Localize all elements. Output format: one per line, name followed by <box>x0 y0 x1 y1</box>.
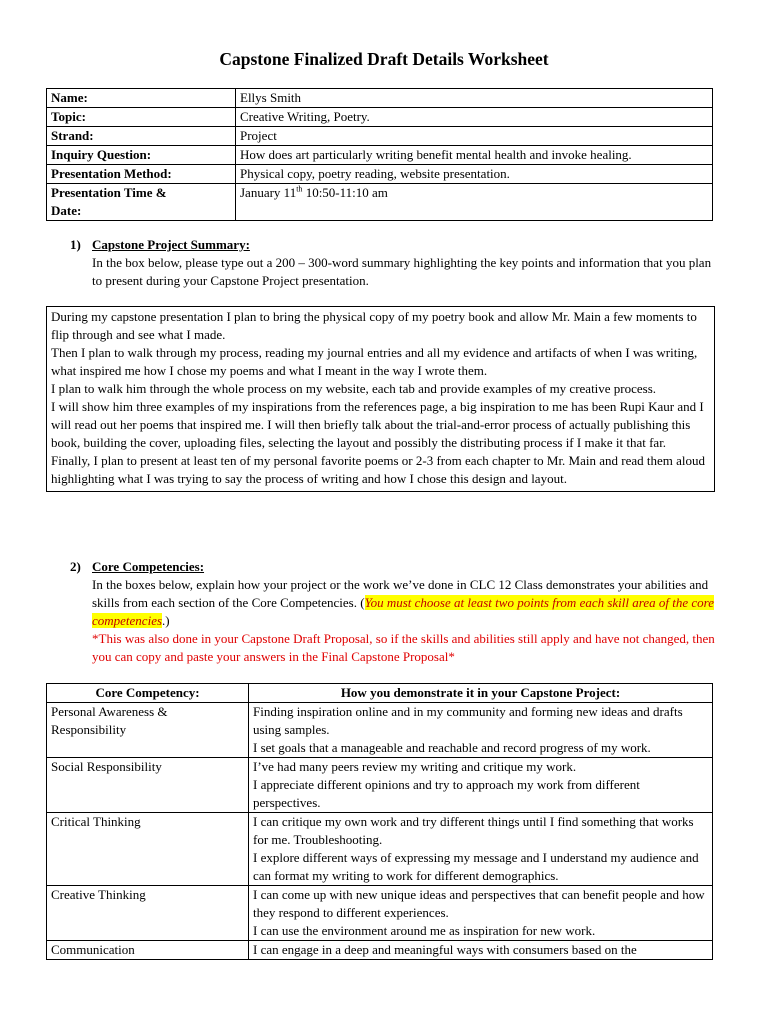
section-title: Core Competencies: <box>92 559 205 574</box>
details-value: Creative Writing, Poetry. <box>236 108 713 127</box>
details-label: Topic: <box>47 108 236 127</box>
summary-box <box>46 306 715 492</box>
competencies-table <box>46 683 713 960</box>
table-row <box>47 886 713 941</box>
competency-evidence: I can come up with new unique ideas and perspectives that can benefit people and how they respond to different experiences. I can use the environment around me as inspiration for new work. <box>249 886 713 941</box>
details-label: Inquiry Question: <box>47 146 236 165</box>
section-summary <box>70 236 720 290</box>
details-value: Project <box>236 127 713 146</box>
highlighted-requirement: You must choose at least two points from each skill area of the core competencies <box>92 595 714 628</box>
competency-evidence: I’ve had many peers review my writing and critique my work. I appreciate different opinions and try to approach my work from different perspectives. <box>249 758 713 813</box>
competency-name: Critical Thinking <box>47 813 249 886</box>
details-label: Presentation Time & Date: <box>47 184 236 221</box>
red-note: *This was also done in your Capstone Draft Proposal, so if the skills and abilities still apply and have not changed, then you can copy and paste your answers in the Final Capstone Proposal* <box>92 631 715 664</box>
page-title: Capstone Finalized Draft Details Worksheet <box>219 49 549 69</box>
details-value: Ellys Smith <box>236 89 713 108</box>
table-header-row <box>47 684 713 703</box>
details-row-inquiry <box>47 146 713 165</box>
details-value: How does art particularly writing benefit mental health and invoke healing. <box>236 146 713 165</box>
details-value: Physical copy, poetry reading, website presentation. <box>236 165 713 184</box>
competency-name: Social Responsibility <box>47 758 249 813</box>
section-instruction: In the box below, please type out a 200 – 300-word summary highlighting the key points and information that you plan to present during your Capstone Project presentation. <box>92 255 712 288</box>
details-label: Strand: <box>47 127 236 146</box>
details-row-time <box>47 184 713 221</box>
section-title: Capstone Project Summary: <box>92 237 250 252</box>
table-row <box>47 941 713 960</box>
competency-name: Communication <box>47 941 249 960</box>
time-text: 10:50-11:10 am <box>302 185 388 200</box>
competency-name: Personal Awareness & Responsibility <box>47 703 249 758</box>
competency-evidence: Finding inspiration online and in my community and forming new ideas and drafts using samples. I set goals that a manageable and reachable and record progress of my work. <box>249 703 713 758</box>
summary-paragraph: Finally, I plan to present at least ten of my personal favorite poems or 2-3 from each chapter to Mr. Main and read them aloud highlighting what I was trying to say the process of writing and how I chose this design and layout. <box>51 453 706 486</box>
summary-paragraph: During my capstone presentation I plan to bring the physical copy of my poetry book and allow Mr. Main a few moments to flip through and see what I made. <box>51 309 697 342</box>
competency-name: Creative Thinking <box>47 886 249 941</box>
competency-evidence: I can critique my own work and try different things until I find something that works for me. Troubleshooting. I explore different ways of expressing my message and I understand my audience and can format my writing to work for different demographics. <box>249 813 713 886</box>
details-row-method <box>47 165 713 184</box>
table-row <box>47 813 713 886</box>
details-value <box>236 184 713 221</box>
column-header: Core Competency: <box>47 684 249 703</box>
date-text: January 11 <box>240 185 297 200</box>
details-row-name <box>47 89 713 108</box>
section-number: 1) <box>70 237 81 252</box>
section-core-competencies <box>70 558 720 666</box>
section-instruction: In the boxes below, explain how your project or the work we’ve done in CLC 12 Class demonstrates your abilities and skills from each section of the Core Competencies. (You must choose at least two points from each skill area of the core competencies.) <box>92 577 714 628</box>
details-table <box>46 88 713 221</box>
competency-evidence: I can engage in a deep and meaningful ways with consumers based on the <box>249 941 713 960</box>
details-label: Name: <box>47 89 236 108</box>
section-number: 2) <box>70 559 81 574</box>
table-row <box>47 758 713 813</box>
summary-paragraph: Then I plan to walk through my process, reading my journal entries and all my evidence and artifacts of when I was writing, what inspired me how I chose my poems and what I meant in the way I wrote them. <box>51 345 698 378</box>
table-row <box>47 703 713 758</box>
details-row-strand <box>47 127 713 146</box>
date-suffix: th <box>296 184 303 194</box>
details-label: Presentation Method: <box>47 165 236 184</box>
summary-paragraph: I plan to walk him through the whole process on my website, each tab and provide examples of my creative process. <box>51 381 657 396</box>
summary-paragraph: I will show him three examples of my inspirations from the references page, a big inspiration to me has been Rupi Kaur and I will read out her poems that inspired me. I will then briefly talk about the trial-and-error process of actually publishing this book, building the cover, uploading files, selecting the layout and possibly the distributing process if I make it that far. <box>51 399 704 450</box>
column-header: How you demonstrate it in your Capstone Project: <box>249 684 713 703</box>
details-row-topic <box>47 108 713 127</box>
